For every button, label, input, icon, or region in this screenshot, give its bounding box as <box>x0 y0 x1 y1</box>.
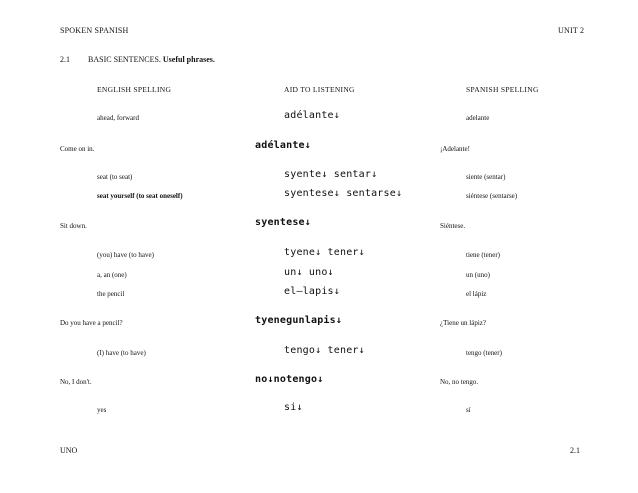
column-header-spanish: SPANISH SPELLING <box>466 85 539 94</box>
aid-sentence: no↓notengo↓ <box>255 374 324 385</box>
english-entry: seat (to seat) <box>97 173 133 181</box>
spanish-entry: adelante <box>466 114 490 122</box>
english-entry: yes <box>97 406 107 414</box>
running-header-title: SPOKEN SPANISH <box>60 26 129 35</box>
spanish-sentence: No, no tengo. <box>440 378 479 386</box>
page-footer-number: 2.1 <box>570 446 580 455</box>
aid-entry: adélante↓ <box>284 110 340 121</box>
section-heading <box>60 55 215 64</box>
spanish-entry: tiene (tener) <box>466 251 501 259</box>
aid-sentence: adélante↓ <box>255 140 311 151</box>
column-header-aid: AID TO LISTENING <box>284 85 355 94</box>
spanish-entry: sí <box>466 406 471 414</box>
spanish-entry: siéntese (sentarse) <box>466 192 518 200</box>
running-header-unit: UNIT 2 <box>558 26 585 35</box>
aid-entry: syente↓ sentar↓ <box>284 169 378 180</box>
english-entry: the pencil <box>97 290 125 298</box>
english-sentence: Come on in. <box>60 145 95 153</box>
aid-sentence: syentese↓ <box>255 217 311 228</box>
section-title: BASIC SENTENCES. <box>88 55 161 64</box>
english-entry: seat yourself (to seat oneself) <box>97 192 183 200</box>
section-subtitle: Useful phrases. <box>162 55 215 64</box>
english-sentence: Sit down. <box>60 222 87 230</box>
spanish-entry: tengo (tener) <box>466 349 502 357</box>
english-entry: (I) have (to have) <box>97 349 146 357</box>
spanish-sentence: ¿Tiene un lápiz? <box>440 319 487 327</box>
english-entry: a, an (one) <box>97 271 127 279</box>
english-sentence: Do you have a pencil? <box>60 319 123 327</box>
aid-sentence: tyenegunlapis↓ <box>255 315 343 326</box>
spanish-sentence: ¡Adelante! <box>440 145 470 153</box>
spanish-entry: el lápiz <box>466 290 487 298</box>
aid-entry: tyene↓ tener↓ <box>284 247 365 258</box>
aid-entry: un↓ uno↓ <box>284 267 334 278</box>
spanish-sentence: Siéntese. <box>440 222 466 230</box>
page-footer-word: UNO <box>60 446 78 455</box>
aid-entry: el—lapis↓ <box>284 286 340 297</box>
aid-entry: tengo↓ tener↓ <box>284 345 365 356</box>
spanish-entry: un (uno) <box>466 271 490 279</box>
section-number: 2.1 <box>60 55 70 64</box>
aid-entry: syentese↓ sentarse↓ <box>284 188 403 199</box>
english-entry: ahead, forward <box>97 114 139 122</box>
column-header-english: ENGLISH SPELLING <box>97 85 172 94</box>
english-sentence: No, I don't. <box>60 378 92 386</box>
aid-entry: si↓ <box>284 402 303 413</box>
spanish-entry: siente (sentar) <box>466 173 506 181</box>
english-entry: (you) have (to have) <box>97 251 154 259</box>
